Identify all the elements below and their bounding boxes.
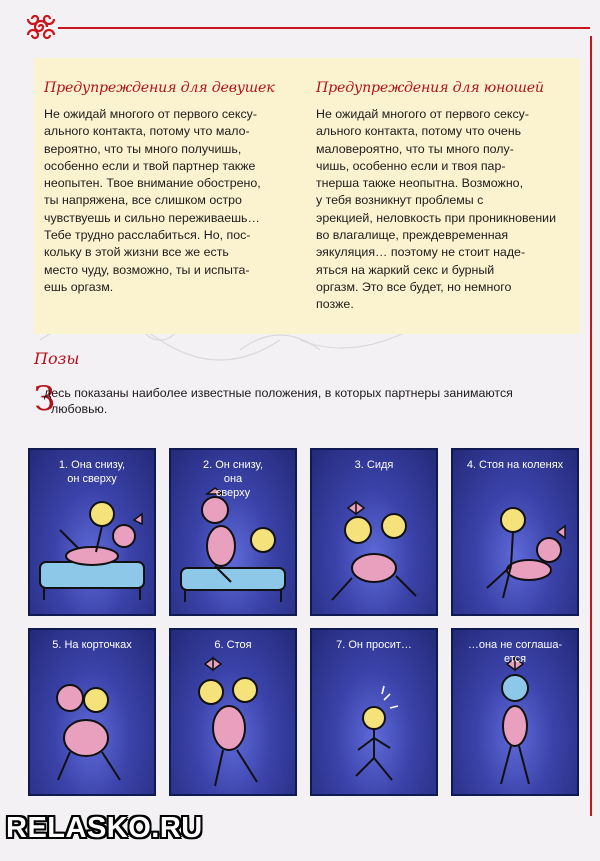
section-title: Позы [34,349,80,368]
warning-boys-text: Не ожидай многого от первого сексу- ального контакта, потому что очень маловероятно, что ты много полу- чишь, особенно если и твоя пар- тнерша также неопытна. Возможно, у тебя возникнут проблемы с эрекцией, неловкость при проникновении во влагалище, преждевременная эякуляция… поэтому не стоит наде- яться на жаркий секс и бурный оргазм. Это все будет, но немного позже. [316,107,557,312]
pose-label-3: 3. Сидя [354,459,394,471]
warning-girls-text: Не ожидай многого от первого сексу- ального контакта, потому что мало- вероятно, что ты много получишь, особенно если и твой партнер также неопытен. Твое внимание обострено, ты напряжена, все слишком остро чувствуешь и сильно переживаешь… Тебе трудно расслабиться. Но, пос- кольку в этой жизни все же есть место чуду, возможно, ты и испыта- ешь оргазм. [44,107,261,294]
spiral-ornament-icon [24,10,58,44]
pose-label-1: 1. Она снизу, он сверху [58,459,126,485]
pose-label-4: 4. Стоя на коленях [466,459,564,471]
warning-boys [316,80,574,314]
pose-6-illustration [171,630,295,794]
pose-label-8: …она не соглаша- ется [467,639,563,665]
pose-7-illustration [312,630,436,794]
pose-5-illustration [30,630,154,794]
pose-panel-1 [28,448,156,616]
warning-girls-title: Предупреждения для девушек [44,80,275,96]
pose-panel-6 [169,628,297,796]
pose-panel-4 [451,448,579,616]
warning-boys-title: Предупреждения для юношей [316,80,544,96]
pose-panel-7 [310,628,438,796]
pose-panel-2 [169,448,297,616]
pose-label-2: 2. Он снизу, она сверху [202,459,263,499]
warning-girls [44,80,306,296]
pose-panel-3 [310,448,438,616]
pose-4-illustration [453,450,577,614]
pose-3-illustration [312,450,436,614]
warnings-box [34,58,580,334]
intro-line-2: любовью. [51,402,108,416]
dropcap: З [34,379,56,419]
pose-label-7: 7. Он просит… [336,639,412,651]
pose-label-6: 6. Стоя [214,639,252,651]
top-rule [58,27,590,29]
pose-label-5: 5. На корточках [52,639,132,651]
pose-panel-5 [28,628,156,796]
intro-line-1: десь показаны наиболее известные положения, в которых партнеры занимаются [44,386,513,400]
pose-panel-8 [451,628,579,796]
watermark: RELASKO.RU [6,812,203,844]
